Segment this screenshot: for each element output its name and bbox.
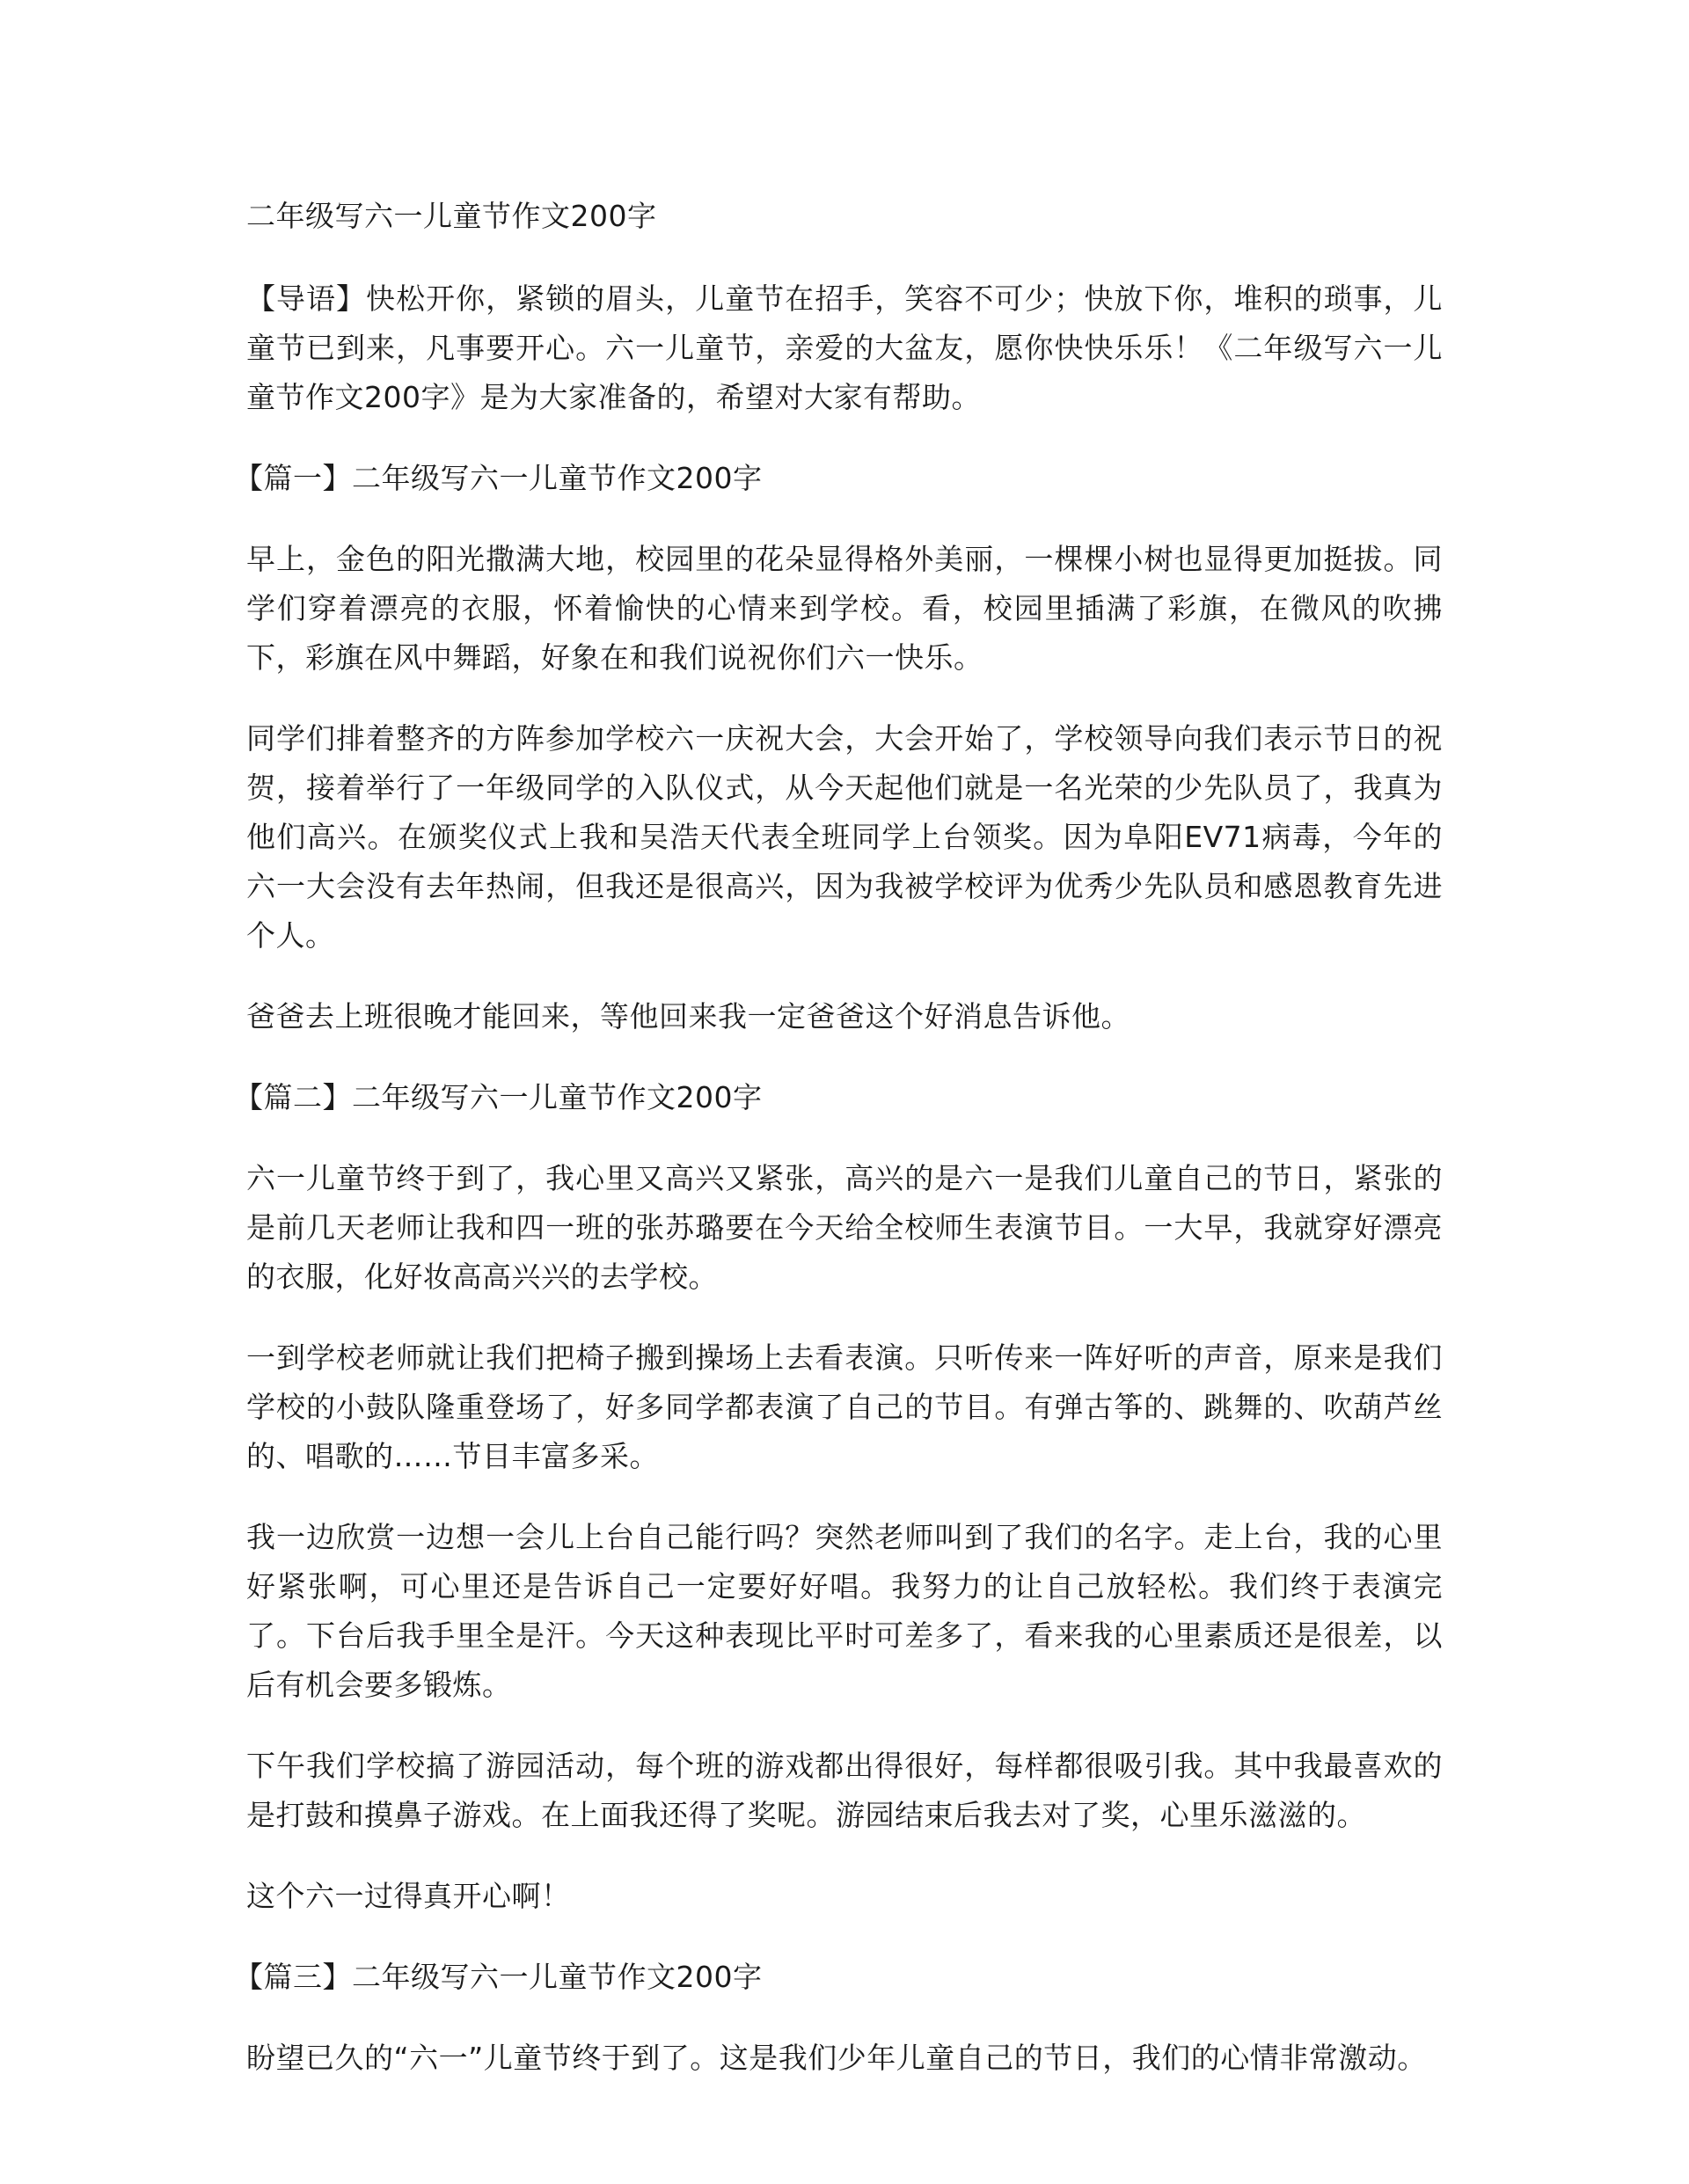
section-heading-1: 【篇一】二年级写六一儿童节作文200字 xyxy=(234,461,763,495)
section-2-paragraph-3: 我一边欣赏一边想一会儿上台自己能行吗？突然老师叫到了我们的名字。走上台，我的心里好紧张啊，可心里还是告诉自己一定要好好唱。我努力的让自己放轻松。我们终于表演完了。下台后我手里全是汗。今天这种表现比平时可差多了，看来我的心里素质还是很差，以后有机会要多锻炼。 xyxy=(246,1520,1443,1702)
section-2-paragraph-5: 这个六一过得真开心啊！ xyxy=(246,1879,571,1913)
section-2-paragraph-2: 一到学校老师就让我们把椅子搬到操场上去看表演。只听传来一阵好听的声音，原来是我们学校的小鼓队隆重登场了，好多同学都表演了自己的节目。有弹古筝的、跳舞的、吹葫芦丝的、唱歌的……节目丰富多采。 xyxy=(246,1340,1443,1473)
document-body xyxy=(234,192,1443,2115)
section-2-paragraph-4: 下午我们学校搞了游园活动，每个班的游戏都出得很好，每样都很吸引我。其中我最喜欢的是打鼓和摸鼻子游戏。在上面我还得了奖呢。游园结束后我去对了奖，心里乐滋滋的。 xyxy=(246,1749,1443,1832)
section-1-paragraph-3: 爸爸去上班很晚才能回来，等他回来我一定爸爸这个好消息告诉他。 xyxy=(246,999,1130,1034)
section-heading-3: 【篇三】二年级写六一儿童节作文200字 xyxy=(234,1960,763,1994)
section-2-paragraph-1: 六一儿童节终于到了，我心里又高兴又紧张，高兴的是六一是我们儿童自己的节日，紧张的是前几天老师让我和四一班的张苏璐要在今天给全校师生表演节目。一大早，我就穿好漂亮的衣服，化好妆高高兴兴的去学校。 xyxy=(246,1161,1443,1294)
section-1-paragraph-1: 早上，金色的阳光撒满大地，校园里的花朵显得格外美丽，一棵棵小树也显得更加挺拔。同学们穿着漂亮的衣服，怀着愉快的心情来到学校。看，校园里插满了彩旗，在微风的吹拂下，彩旗在风中舞蹈，好象在和我们说祝你们六一快乐。 xyxy=(246,542,1443,675)
section-3-paragraph-1: 盼望已久的“六一”儿童节终于到了。这是我们少年儿童自己的节日，我们的心情非常激动。 xyxy=(246,2041,1427,2075)
document-title: 二年级写六一儿童节作文200字 xyxy=(246,199,657,233)
section-heading-2: 【篇二】二年级写六一儿童节作文200字 xyxy=(234,1080,763,1114)
section-1-paragraph-2: 同学们排着整齐的方阵参加学校六一庆祝大会，大会开始了，学校领导向我们表示节日的祝贺，接着举行了一年级同学的入队仪式，从今天起他们就是一名光荣的少先队员了，我真为他们高兴。在颁奖仪式上我和吴浩天代表全班同学上台领奖。因为阜阳EV71病毒，今年的六一大会没有去年热闹，但我还是很高兴，因为我被学校评为优秀少先队员和感恩教育先进个人。 xyxy=(246,721,1443,953)
intro-paragraph: 【导语】快松开你，紧锁的眉头，儿童节在招手，笑容不可少；快放下你，堆积的琐事，儿童节已到来，凡事要开心。六一儿童节，亲爱的大盆友，愿你快快乐乐！《二年级写六一儿童节作文200字》是为大家准备的，希望对大家有帮助。 xyxy=(246,281,1443,414)
